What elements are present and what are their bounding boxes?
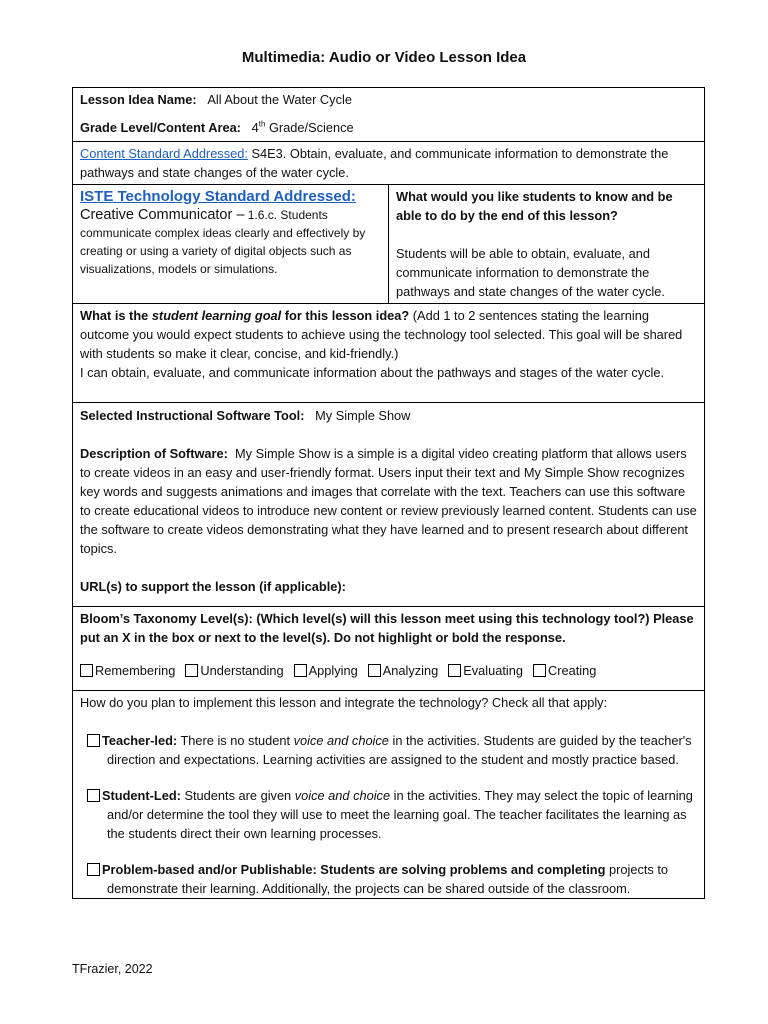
checkbox[interactable] [294, 664, 307, 677]
checkbox[interactable] [448, 664, 461, 677]
desc-label: Description of Software: [80, 446, 228, 461]
student-led-text: Students are given [180, 788, 295, 803]
problem-based-label: Problem-based and/or Publishable: Students are solving problems and completing [102, 862, 606, 877]
student-led-text-2: in the activities. They may select the topic of learning and/or determine the tool they will use to meet the learning goal. The teacher facilitates the learning as the students direct their own learning processes. [107, 788, 693, 841]
software-row [73, 402, 704, 606]
checkbox[interactable] [185, 664, 198, 677]
checkbox[interactable] [80, 664, 93, 677]
teacher-led-italic: voice and choice [293, 733, 389, 748]
url-label: URL(s) to support the lesson (if applicable): [80, 579, 346, 594]
blooms-applying[interactable] [294, 661, 358, 680]
footer-credit: TFrazier, 2022 [72, 962, 153, 976]
iste-communicator: Creative Communicator – [80, 207, 245, 223]
lesson-form [72, 87, 705, 899]
lesson-name-label: Lesson Idea Name: [80, 92, 197, 107]
teacher-led-label: Teacher-led: [102, 733, 178, 748]
teacher-led-text: There is no student [177, 733, 294, 748]
goal-instructions: (Add 1 to 2 sentences stating the learning outcome you would expect students to achieve using the technology tool selected. This goal will be shared with students so make it clear, concise, and kid-friendly.) [80, 308, 683, 361]
problem-based-option [80, 860, 697, 898]
desc-text: My Simple Show is a simple is a digital video creating platform that allows users to create videos in an easy and user-friendly format. Users input their text and My Simple Show recognizes key words and suggests animations and images that correlate with the text. Teachers can use this software to create educational videos to introduce new content or review previously learned content. Students can use the software to create videos demonstrating what they have learned and to present research about different topics. [80, 446, 697, 556]
software-description [80, 444, 697, 558]
blooms-level-label: Creating [547, 663, 597, 678]
lesson-info-row [73, 88, 704, 141]
blooms-remembering[interactable] [80, 661, 175, 680]
checkbox[interactable] [533, 664, 546, 677]
blooms-level-label: Analyzing [382, 663, 439, 678]
grade-label: Grade Level/Content Area: [80, 120, 241, 135]
iste-cell [73, 185, 389, 303]
grade-line [80, 118, 697, 137]
iste-standard-link[interactable]: ISTE Technology Standard Addressed: [80, 188, 356, 205]
blooms-understanding[interactable] [185, 661, 283, 680]
teacher-led-text-2: in the activities. Students are guided by the teacher's direction and expectations. Learning activities are assigned to the student and mostly practice based. [107, 733, 692, 767]
checkbox[interactable] [368, 664, 381, 677]
content-standard-text: S4E3. Obtain, evaluate, and communicate information to demonstrate the pathways and state changes of the water cycle. [80, 146, 669, 180]
blooms-level-label: Applying [308, 663, 358, 678]
goal-q-start: What is the [80, 308, 152, 323]
implementation-row [73, 690, 704, 898]
implement-question: How do you plan to implement this lesson and integrate the technology? Check all that apply: [80, 695, 608, 710]
tool-line [80, 406, 697, 425]
blooms-creating[interactable] [533, 661, 596, 680]
iste-know-row [73, 184, 704, 303]
grade-sup: th [258, 119, 266, 129]
student-led-label: Student-Led: [102, 788, 181, 803]
student-led-option [80, 786, 697, 843]
goal-q-italic: student learning goal [151, 308, 282, 323]
iste-code: 1.6.c. [244, 208, 278, 222]
content-standard-link[interactable]: Content Standard Addressed: [80, 146, 248, 161]
teacher-led-option [80, 731, 697, 769]
content-standard-row [73, 141, 704, 184]
blooms-level-label: Evaluating [463, 663, 523, 678]
grade-num: 4 [251, 120, 259, 135]
grade-rest: Grade/Science [265, 120, 354, 135]
know-answer: Students will be able to obtain, evaluate, and communicate information to demonstrate the pathways and state changes of the water cycle. [396, 246, 665, 299]
student-led-checkbox[interactable] [87, 789, 100, 802]
blooms-analyzing[interactable] [368, 661, 439, 680]
problem-based-text: projects to demonstrate their learning. Additionally, the projects can be shared outside of the classroom. [107, 862, 669, 896]
blooms-evaluating[interactable] [448, 661, 523, 680]
blooms-level-label: Understanding [200, 663, 284, 678]
goal-answer: I can obtain, evaluate, and communicate information about the pathways and stages of the water cycle. [80, 365, 665, 380]
know-cell [389, 185, 704, 303]
iste-text: Students communicate complex ideas clearly and effectively by creating or using a variety of digital objects such as visualizations, models or simulations. [80, 208, 366, 276]
teacher-led-checkbox[interactable] [87, 734, 100, 747]
blooms-level-label: Remembering [95, 663, 176, 678]
blooms-options [80, 661, 697, 680]
learning-goal-row [73, 303, 704, 402]
page-title: Multimedia: Audio or Video Lesson Idea [241, 49, 527, 66]
lesson-name-value: All About the Water Cycle [207, 92, 352, 107]
lesson-name-line [80, 90, 697, 109]
blooms-heading: Bloom’s Taxonomy Level(s): (Which level(s) will this lesson meet using this technology tool?) Please put an X in the box or next to the level(s). Do not highlight or bold the response. [80, 611, 694, 645]
problem-based-checkbox[interactable] [87, 863, 100, 876]
blooms-row [73, 606, 704, 690]
goal-q-end: for this lesson idea? [281, 308, 410, 323]
know-question: What would you like students to know and be able to do by the end of this lesson? [396, 189, 673, 223]
tool-label: Selected Instructional Software Tool: [80, 408, 305, 423]
student-led-italic: voice and choice [294, 788, 391, 803]
tool-value: My Simple Show [315, 408, 411, 423]
